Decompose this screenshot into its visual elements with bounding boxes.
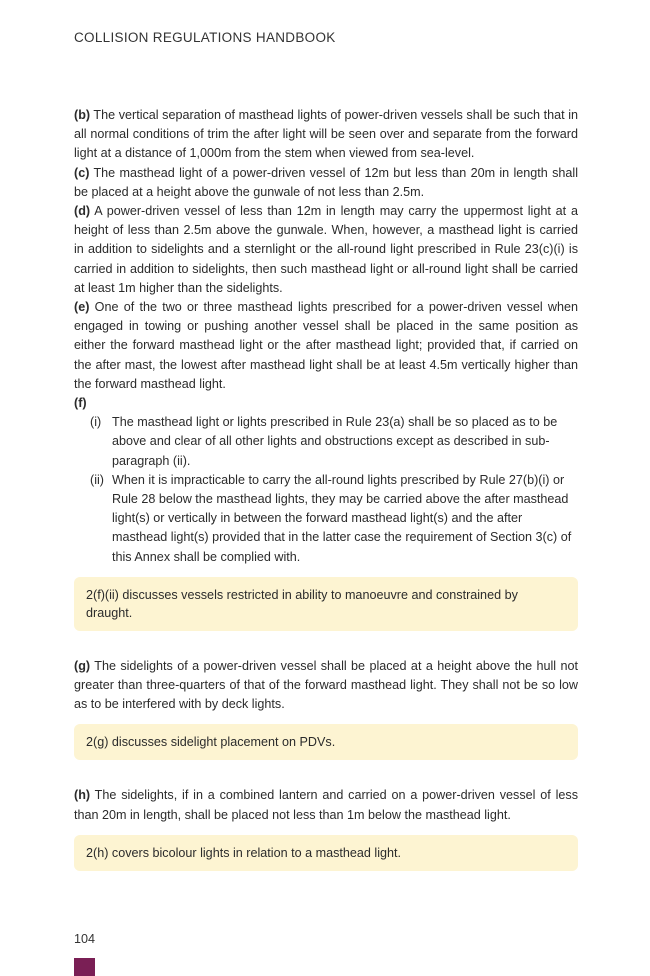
- paragraph-e-text: One of the two or three masthead lights prescribed for a power-driven vessel when engaged in towing or pushing another vessel shall be placed in the same position as either the forward masthead light or the after masthead light; provided that, if carried on the after mast, the lowest after masthead light shall be at least 4.5m vertically higher than the forward masthead light.: [74, 300, 578, 391]
- note-box-f: 2(f)(ii) discusses vessels restricted in ability to manoeuvre and constrained by draught.: [74, 577, 578, 631]
- paragraph-g-label: (g): [74, 658, 91, 673]
- paragraph-f: [74, 394, 578, 413]
- paragraph-b-label: (b): [74, 108, 91, 122]
- subparagraph-text: When it is impracticable to carry the all-round lights prescribed by Rule 27(b)(i) or Rule 28 below the masthead lights, they may be carried above the after masthead light(s) or vertically in between the forward masthead light(s) and the after masthead light(s) provided that in the latter case the requirement of Section 3(c) of this Annex shall be complied with.: [112, 472, 572, 564]
- subparagraph-f-ii: [74, 471, 578, 567]
- page-number: 104: [74, 932, 96, 946]
- subparagraph-text: The masthead light or lights prescribed in Rule 23(a) shall be so placed as to be above and clear of all other lights and obstructions except as described in sub-paragraph (ii).: [112, 415, 558, 468]
- main-content: [74, 106, 578, 871]
- paragraph-c-label: (c): [74, 165, 90, 180]
- paragraph-d-label: (d): [74, 204, 91, 219]
- paragraph-g: [74, 657, 578, 715]
- paragraph-d-text: A power-driven vessel of less than 12m in length may carry the uppermost light at a height of less than 2.5m above the gunwale. When, however, a masthead light is carried in addition to sidelights and a sternlight or the all-round light prescribed in Rule 23(c)(i) is carried in addition to sidelights, then such masthead light or all-round light shall be carried at least 1m higher than the sidelights.: [74, 204, 578, 295]
- paragraph-f-label: (f): [74, 396, 87, 411]
- subparagraph-number: (ii): [90, 472, 104, 487]
- note-box-h: 2(h) covers bicolour lights in relation to a masthead light.: [74, 835, 578, 871]
- paragraph-c-text: The masthead light of a power-driven vessel of 12m but less than 20m in length shall be placed at a height above the gunwale of not less than 2.5m.: [74, 165, 578, 199]
- paragraph-e: [74, 298, 578, 394]
- paragraph-e-label: (e): [74, 300, 90, 315]
- paragraph-h: [74, 786, 578, 824]
- paragraph-g-text: The sidelights of a power-driven vessel shall be placed at a height above the hull not greater than three-quarters of that of the forward masthead light. They shall not be so low as to be interfered with by deck lights.: [74, 658, 578, 712]
- paragraph-b: [74, 106, 578, 164]
- note-box-g: 2(g) discusses sidelight placement on PDVs.: [74, 724, 578, 760]
- paragraph-h-label: (h): [74, 788, 91, 803]
- running-header: COLLISION REGULATIONS HANDBOOK: [74, 30, 336, 45]
- paragraph-d: [74, 202, 578, 298]
- paragraph-h-text: The sidelights, if in a combined lantern and carried on a power-driven vessel of less than 20m in length, shall be placed not less than 1m below the masthead light.: [74, 788, 578, 822]
- subparagraph-number: (i): [90, 415, 102, 430]
- paragraph-b-text: The vertical separation of masthead lights of power-driven vessels shall be such that in all normal conditions of trim the after light will be seen over and separate from the forward light at a distance of 1,000m from the stem when viewed from sea-level.: [74, 108, 578, 161]
- subparagraph-f-i: [74, 413, 578, 471]
- page-color-tab: [74, 958, 95, 976]
- paragraph-c: [74, 164, 578, 202]
